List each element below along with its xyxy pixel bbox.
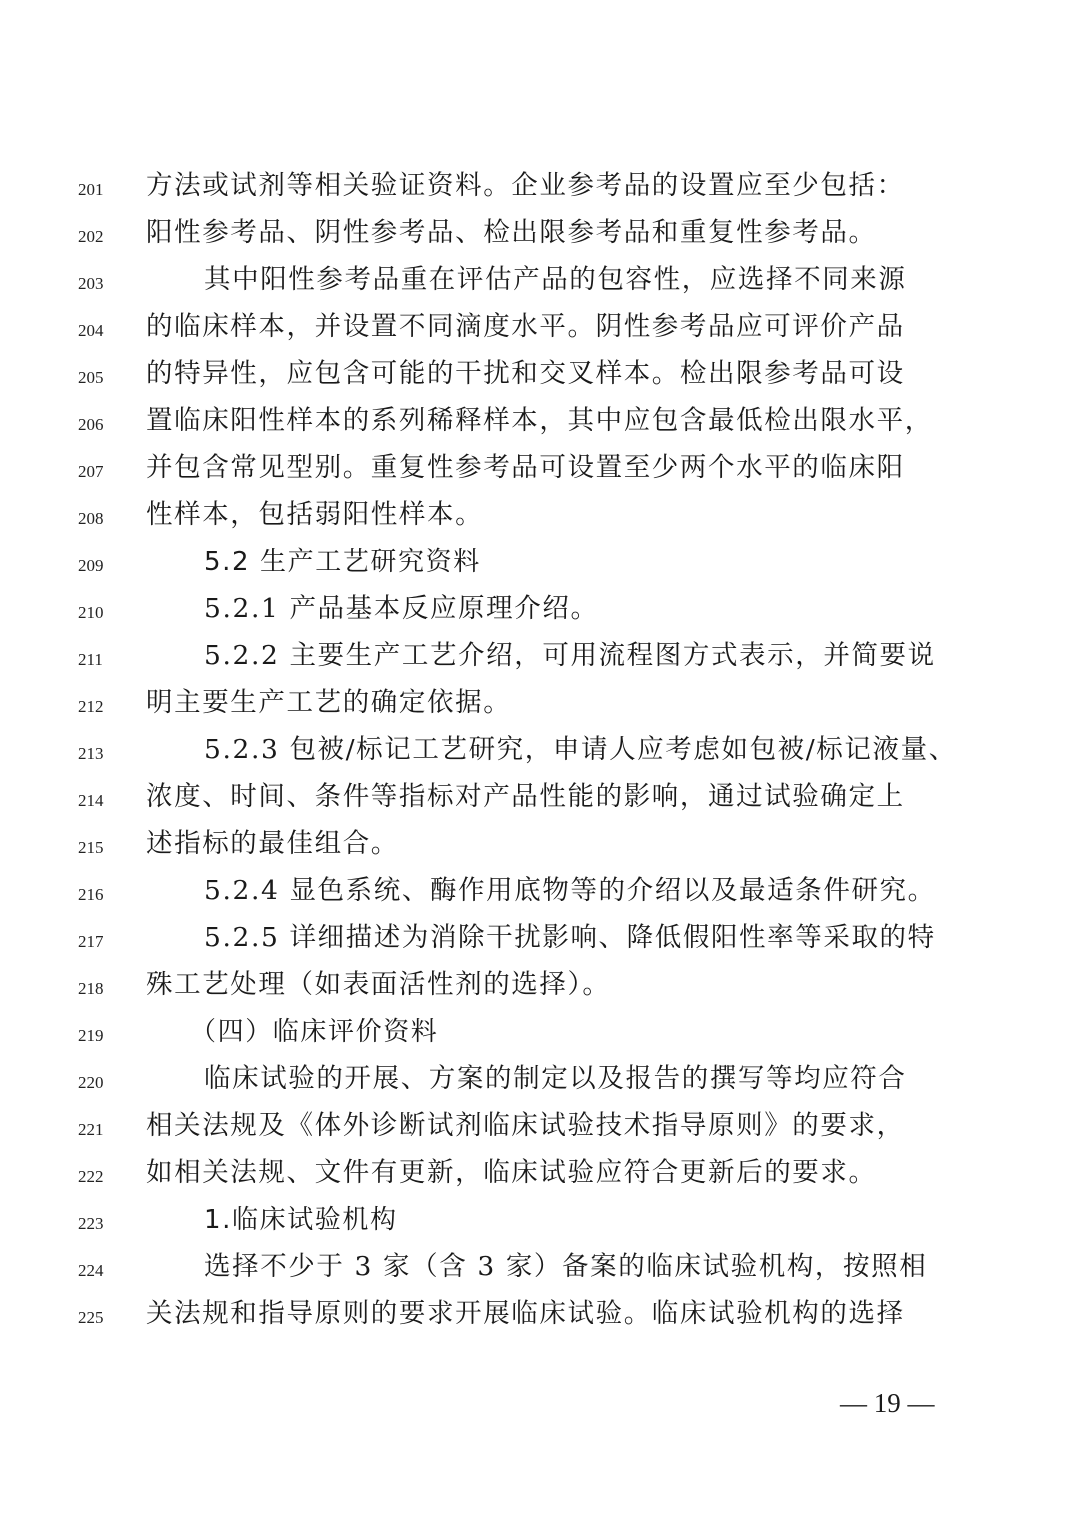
text-line: [0, 495, 1080, 542]
section-heading: （四）临床评价资料: [190, 1017, 439, 1047]
line-number: 212: [78, 697, 104, 716]
line-text: 5.2.1 产品基本反应原理介绍。: [204, 593, 599, 624]
text-line: [0, 448, 1080, 495]
line-text: 性样本，包括弱阳性样本。: [146, 499, 484, 530]
line-text: 选择不少于 3 家（含 3 家）备案的临床试验机构，按照相: [204, 1251, 928, 1282]
line-number: 208: [78, 509, 104, 528]
line-number: 210: [78, 603, 104, 622]
text-line: [0, 1153, 1080, 1200]
line-text: 5.2.5 详细描述为消除干扰影响、降低假阳性率等采取的特: [204, 922, 936, 953]
line-number: 207: [78, 462, 104, 481]
line-number: 213: [78, 744, 104, 763]
line-text: 5.2.4 显色系统、酶作用底物等的介绍以及最适条件研究。: [204, 875, 936, 906]
line-text: 如相关法规、文件有更新，临床试验应符合更新后的要求。: [146, 1157, 877, 1188]
text-line: [0, 1247, 1080, 1294]
line-number: 224: [78, 1261, 104, 1280]
text-line: [0, 401, 1080, 448]
line-text: 其中阳性参考品重在评估产品的包容性，应选择不同来源: [204, 264, 907, 295]
section-heading: 5.2 生产工艺研究资料: [204, 547, 481, 577]
line-text: 并包含常见型别。重复性参考品可设置至少两个水平的临床阳: [146, 452, 905, 483]
line-number: 217: [78, 932, 104, 951]
line-number: 202: [78, 227, 104, 246]
line-text: 明主要生产工艺的确定依据。: [146, 687, 512, 718]
line-text: 浓度、时间、条件等指标对产品性能的影响，通过试验确定上: [146, 781, 905, 812]
text-line: [0, 260, 1080, 307]
line-text: 临床试验的开展、方案的制定以及报告的撰写等均应符合: [204, 1063, 907, 1094]
line-number: 206: [78, 415, 104, 434]
text-line: [0, 824, 1080, 871]
line-text: 的特异性，应包含可能的干扰和交叉样本。检出限参考品可设: [146, 358, 905, 389]
text-line: [0, 1106, 1080, 1153]
text-line: [0, 871, 1080, 918]
line-number: 209: [78, 556, 104, 575]
line-number: 214: [78, 791, 104, 810]
line-number: 211: [78, 650, 103, 669]
line-text: 殊工艺处理（如表面活性剂的选择）。: [146, 969, 611, 1000]
text-line: [0, 683, 1080, 730]
line-number: 222: [78, 1167, 104, 1186]
line-text: 的临床样本，并设置不同滴度水平。阴性参考品应可评价产品: [146, 311, 905, 342]
text-line: [0, 1294, 1080, 1341]
text-line: [0, 636, 1080, 683]
page-number: — 19 —: [840, 1388, 935, 1418]
line-text: 5.2.3 包被/标记工艺研究，申请人应考虑如包被/标记液量、: [204, 734, 957, 765]
line-number: 215: [78, 838, 104, 857]
line-text: 关法规和指导原则的要求开展临床试验。临床试验机构的选择: [146, 1298, 905, 1329]
line-number: 220: [78, 1073, 104, 1092]
text-line: [0, 965, 1080, 1012]
line-number: 221: [78, 1120, 104, 1139]
text-line: [0, 1012, 1080, 1059]
text-line: [0, 307, 1080, 354]
line-text: 相关法规及《体外诊断试剂临床试验技术指导原则》的要求，: [146, 1110, 905, 1141]
line-number: 205: [78, 368, 104, 387]
text-line: [0, 589, 1080, 636]
text-line: [0, 918, 1080, 965]
text-line: [0, 1200, 1080, 1247]
line-text: 方法或试剂等相关验证资料。企业参考品的设置应至少包括：: [146, 170, 905, 201]
section-heading: 1.临床试验机构: [204, 1205, 398, 1235]
line-text: 置临床阳性样本的系列稀释样本，其中应包含最低检出限水平，: [146, 405, 933, 436]
line-text: 5.2.2 主要生产工艺介绍，可用流程图方式表示，并简要说: [204, 640, 936, 671]
text-line: [0, 213, 1080, 260]
line-number: 201: [78, 180, 104, 199]
line-text: 述指标的最佳组合。: [146, 828, 399, 859]
line-number: 225: [78, 1308, 104, 1327]
text-line: [0, 730, 1080, 777]
line-number: 218: [78, 979, 104, 998]
line-number: 219: [78, 1026, 104, 1045]
text-line: [0, 777, 1080, 824]
line-number: 223: [78, 1214, 104, 1233]
line-text: 阳性参考品、阴性参考品、检出限参考品和重复性参考品。: [146, 217, 877, 248]
text-line: [0, 1059, 1080, 1106]
line-number: 216: [78, 885, 104, 904]
text-line: [0, 542, 1080, 589]
text-line: [0, 166, 1080, 213]
line-number: 203: [78, 274, 104, 293]
text-line: [0, 354, 1080, 401]
line-number: 204: [78, 321, 104, 340]
